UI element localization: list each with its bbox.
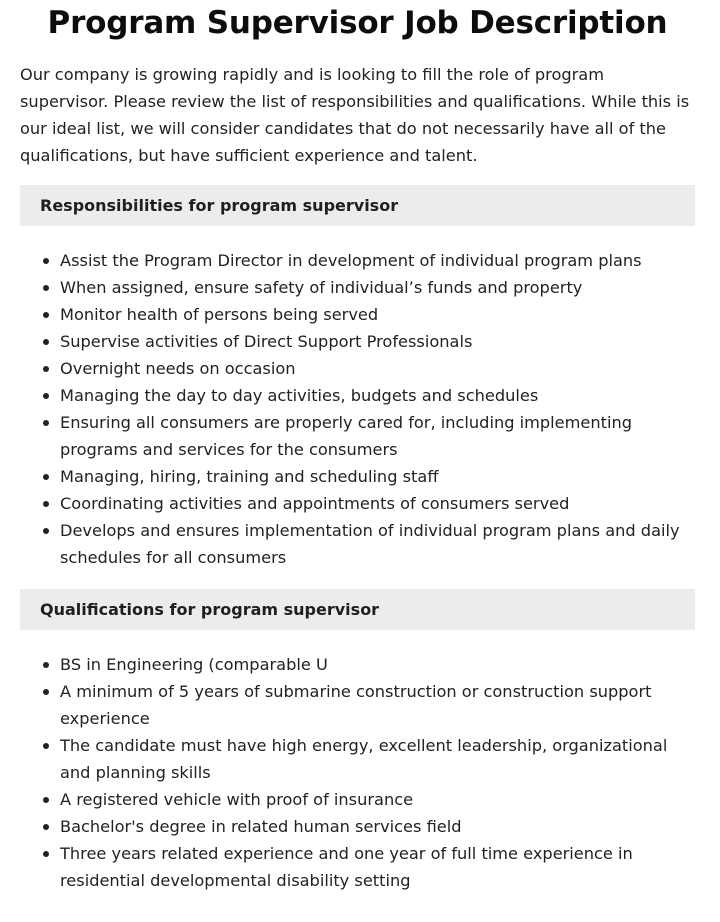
- list-item: Supervise activities of Direct Support Professionals: [20, 328, 695, 355]
- responsibilities-list: [20, 247, 695, 571]
- list-item: Develops and ensures implementation of individual program plans and daily schedules for all consumers: [20, 517, 695, 571]
- intro-paragraph: Our company is growing rapidly and is looking to fill the role of program supervisor. Please review the list of responsibilities and qualifications. While this is our ideal list, we will consider candidates that do not necessarily have all of the qualifications, but have sufficient experience and talent.: [20, 65, 690, 165]
- list-item: Three years related experience and one year of full time experience in residential developmental disability setting: [20, 840, 695, 894]
- list-item: The candidate must have high energy, excellent leadership, organizational and planning skills: [20, 732, 695, 786]
- list-item: Assist the Program Director in development of individual program plans: [20, 247, 695, 274]
- responsibilities-heading: Responsibilities for program supervisor: [40, 196, 399, 215]
- list-item: Managing, hiring, training and scheduling staff: [20, 463, 695, 490]
- qualifications-list: [20, 651, 695, 894]
- list-item: A minimum of 5 years of submarine construction or construction support experience: [20, 678, 695, 732]
- list-item: When assigned, ensure safety of individual’s funds and property: [20, 274, 695, 301]
- qualifications-section-header: [20, 589, 695, 630]
- responsibilities-section-header: [20, 185, 695, 226]
- list-item: Bachelor's degree in related human services field: [20, 813, 695, 840]
- list-item: Ensuring all consumers are properly cared for, including implementing programs and services for the consumers: [20, 409, 695, 463]
- list-item: Managing the day to day activities, budgets and schedules: [20, 382, 695, 409]
- qualifications-heading: Qualifications for program supervisor: [40, 600, 380, 619]
- list-item: Monitor health of persons being served: [20, 301, 695, 328]
- list-item: BS in Engineering (comparable U: [20, 651, 695, 678]
- page-title: Program Supervisor Job Description: [47, 5, 668, 41]
- list-item: A registered vehicle with proof of insurance: [20, 786, 695, 813]
- list-item: Overnight needs on occasion: [20, 355, 695, 382]
- list-item: Coordinating activities and appointments of consumers served: [20, 490, 695, 517]
